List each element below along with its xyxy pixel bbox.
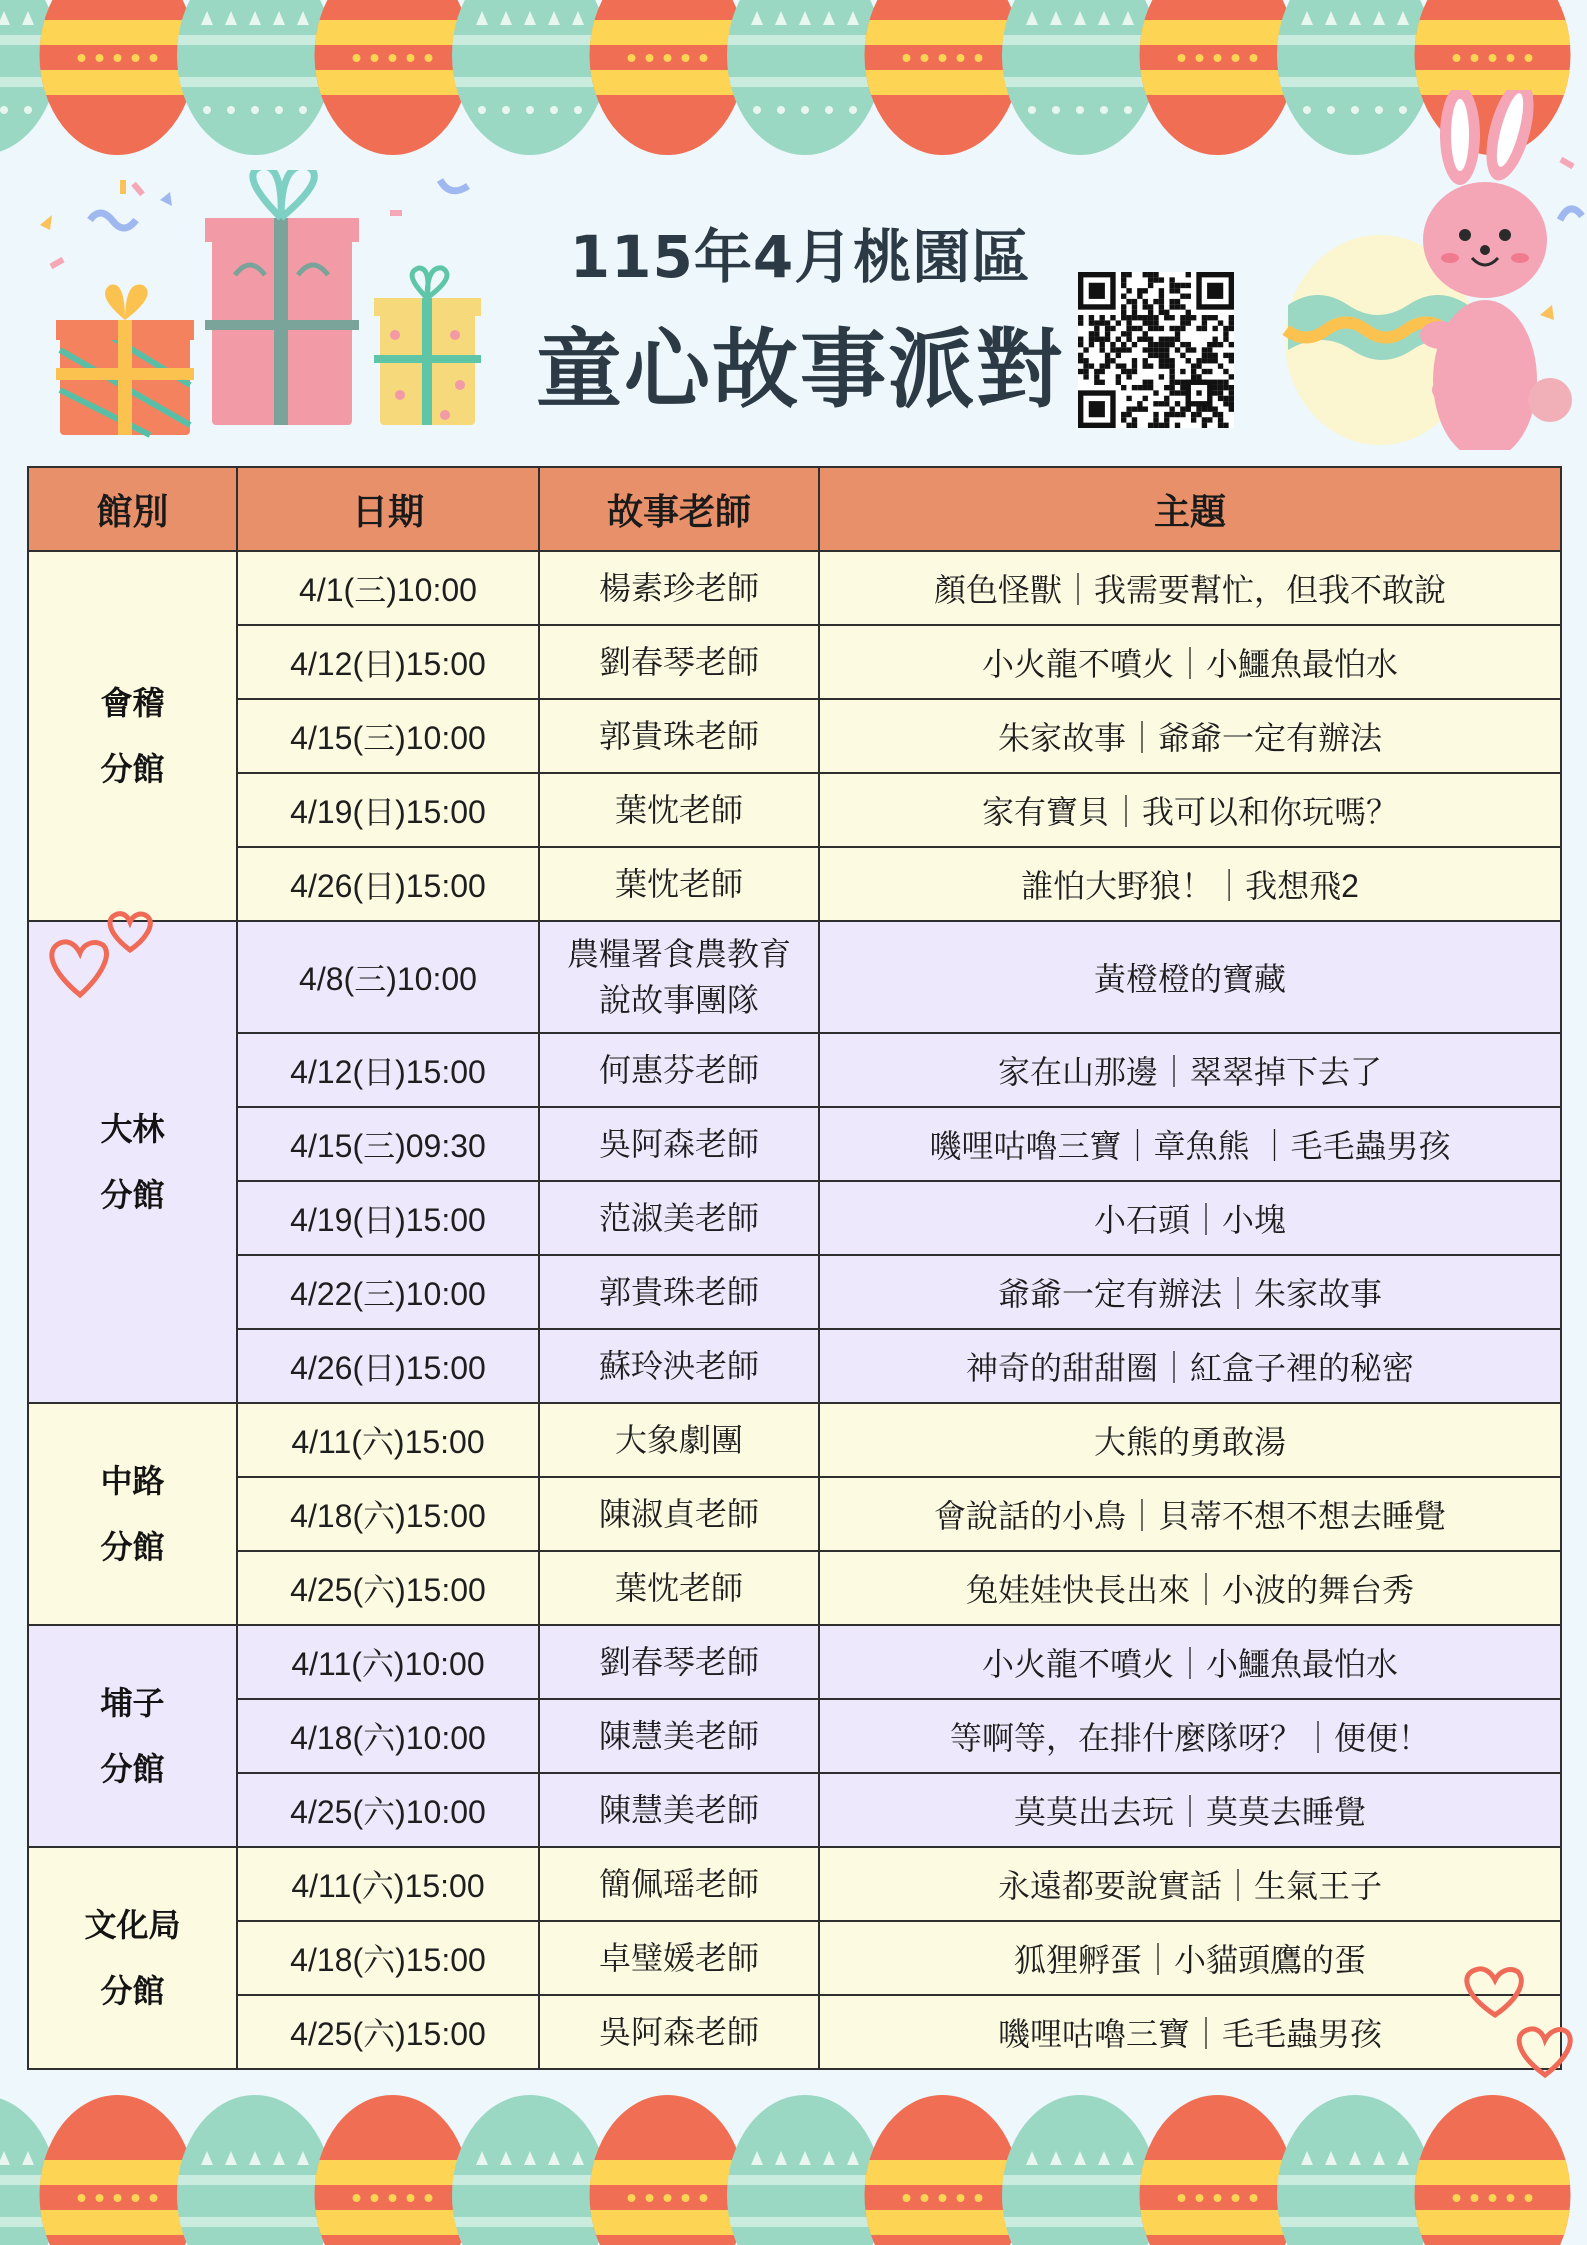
branch-label: 分館: [100, 1176, 165, 1214]
easter-egg: [175, 0, 335, 155]
teacher-cell: 楊素珍老師: [539, 551, 819, 625]
branch-cell-huiji: [28, 551, 237, 921]
topic-cell: 黃橙橙的寶藏: [819, 921, 1561, 1033]
teacher-cell: 陳慧美老師: [539, 1773, 819, 1847]
branch-label: 分館: [100, 1972, 165, 2010]
date-cell: 4/12(日)15:00: [237, 625, 539, 699]
branch-label: 分館: [100, 750, 165, 788]
date-cell: 4/22(三)10:00: [237, 1255, 539, 1329]
date-cell: 4/12(日)15:00: [237, 1033, 539, 1107]
table-header-row: [28, 467, 1561, 551]
heart-icon: [45, 895, 165, 1005]
topic-cell: 兔娃娃快長出來｜小波的舞台秀: [819, 1551, 1561, 1625]
topic-cell: 狐狸孵蛋｜小貓頭鷹的蛋: [819, 1921, 1561, 1995]
easter-egg-icon: [0, 2085, 1587, 2245]
table-row: [28, 625, 1561, 699]
easter-egg: [725, 0, 885, 155]
table-row: [28, 1329, 1561, 1403]
date-cell: 4/15(三)10:00: [237, 699, 539, 773]
table-row: [28, 699, 1561, 773]
branch-label: 中路: [100, 1462, 165, 1500]
date-cell: 4/19(日)15:00: [237, 1181, 539, 1255]
teacher-cell: 葉忱老師: [539, 773, 819, 847]
topic-cell: 莫莫出去玩｜莫莫去睡覺: [819, 1773, 1561, 1847]
teacher-cell: 范淑美老師: [539, 1181, 819, 1255]
teacher-cell: 劉春琴老師: [539, 1625, 819, 1699]
teacher-cell: 陳慧美老師: [539, 1699, 819, 1773]
table-row: [28, 847, 1561, 921]
branch-label: 分館: [100, 1750, 165, 1788]
topic-cell: 神奇的甜甜圈｜紅盒子裡的秘密: [819, 1329, 1561, 1403]
teacher-cell: 簡佩瑶老師: [539, 1847, 819, 1921]
easter-egg: [313, 0, 473, 155]
table-row: [28, 1995, 1561, 2069]
easter-egg: [1275, 2095, 1435, 2245]
table-row: [28, 1773, 1561, 1847]
branch-label: 大林: [100, 1110, 165, 1148]
branch-label: 分館: [100, 1528, 165, 1566]
date-cell: 4/18(六)15:00: [237, 1477, 539, 1551]
branch-cell-culture: [28, 1847, 237, 2069]
topic-cell: 家在山那邊｜翠翠掉下去了: [819, 1033, 1561, 1107]
teacher-cell: 吳阿森老師: [539, 1107, 819, 1181]
teacher-line: 農糧署食農教育: [566, 936, 791, 972]
date-cell: 4/26(日)15:00: [237, 1329, 539, 1403]
table-row: [28, 1699, 1561, 1773]
date-cell: 4/18(六)15:00: [237, 1921, 539, 1995]
topic-cell: 小火龍不噴火｜小鱷魚最怕水: [819, 1625, 1561, 1699]
date-cell: 4/25(六)10:00: [237, 1773, 539, 1847]
teacher-cell: 蘇玲泱老師: [539, 1329, 819, 1403]
date-cell: 4/11(六)10:00: [237, 1625, 539, 1699]
teacher-cell: 卓璧媛老師: [539, 1921, 819, 1995]
title-line1: 115年4月桃園區: [569, 223, 1031, 291]
topic-cell: 朱家故事｜爺爺一定有辦法: [819, 699, 1561, 773]
easter-egg: [450, 2095, 610, 2245]
date-cell: 4/11(六)15:00: [237, 1403, 539, 1477]
easter-egg: [863, 0, 1023, 155]
branch-label: 會稽: [100, 684, 165, 722]
table-row: [28, 1625, 1561, 1699]
easter-egg: [313, 2095, 473, 2245]
topic-cell: 小火龍不噴火｜小鱷魚最怕水: [819, 625, 1561, 699]
topic-cell: 嘰哩咕嚕三寶｜章魚熊 ｜毛毛蟲男孩: [819, 1107, 1561, 1181]
teacher-line: 說故事團隊: [598, 982, 759, 1018]
table-row: [28, 773, 1561, 847]
date-cell: 4/1(三)10:00: [237, 551, 539, 625]
qr-code-icon[interactable]: [1078, 272, 1234, 428]
schedule-table: [27, 466, 1562, 2070]
easter-egg: [450, 0, 610, 155]
easter-egg: [1000, 0, 1160, 155]
teacher-cell: [539, 921, 819, 1033]
heart-icon: [1455, 1960, 1587, 2085]
easter-egg: [175, 2095, 335, 2245]
table-row: [28, 1107, 1561, 1181]
branch-cell-zhonglu: [28, 1403, 237, 1625]
topic-cell: 顏色怪獸｜我需要幫忙，但我不敢說: [819, 551, 1561, 625]
date-cell: 4/26(日)15:00: [237, 847, 539, 921]
topic-cell: 爺爺一定有辦法｜朱家故事: [819, 1255, 1561, 1329]
teacher-cell: 葉忱老師: [539, 1551, 819, 1625]
table-row: [28, 1255, 1561, 1329]
bunny-icon: [1260, 90, 1587, 450]
date-cell: 4/25(六)15:00: [237, 1551, 539, 1625]
table-row: [28, 1551, 1561, 1625]
branch-label: 埔子: [100, 1684, 165, 1722]
topic-cell: 大熊的勇敢湯: [819, 1403, 1561, 1477]
date-cell: 4/18(六)10:00: [237, 1699, 539, 1773]
table-row: [28, 1033, 1561, 1107]
date-cell: 4/11(六)15:00: [237, 1847, 539, 1921]
topic-cell: 等啊等，在排什麼隊呀？｜便便！: [819, 1699, 1561, 1773]
easter-egg: [1413, 2095, 1573, 2245]
teacher-cell: 劉春琴老師: [539, 625, 819, 699]
easter-egg: [1000, 2095, 1160, 2245]
bottom-egg-border: [0, 2085, 1587, 2245]
header-date: 日期: [237, 467, 539, 551]
topic-cell: 家有寶貝｜我可以和你玩嗎？: [819, 773, 1561, 847]
table-row: [28, 1477, 1561, 1551]
teacher-cell: 郭貴珠老師: [539, 699, 819, 773]
date-cell: 4/8(三)10:00: [237, 921, 539, 1033]
teacher-cell: 何惠芬老師: [539, 1033, 819, 1107]
branch-label: 文化局: [84, 1906, 181, 1944]
easter-egg: [863, 2095, 1023, 2245]
table-row: [28, 1921, 1561, 1995]
branch-cell-buzi: [28, 1625, 237, 1847]
table-row: [28, 921, 1561, 1033]
easter-egg: [1138, 2095, 1298, 2245]
table-row: [28, 1181, 1561, 1255]
teacher-cell: 陳淑貞老師: [539, 1477, 819, 1551]
easter-egg: [588, 0, 748, 155]
date-cell: 4/15(三)09:30: [237, 1107, 539, 1181]
gift-box-icon: [40, 170, 500, 450]
topic-cell: 小石頭｜小塊: [819, 1181, 1561, 1255]
topic-cell: 永遠都要說實話｜生氣王子: [819, 1847, 1561, 1921]
teacher-cell: 葉忱老師: [539, 847, 819, 921]
easter-egg: [725, 2095, 885, 2245]
table-row: [28, 1847, 1561, 1921]
title-block: [520, 210, 1080, 424]
table-row: [28, 1403, 1561, 1477]
teacher-cell: 吳阿森老師: [539, 1995, 819, 2069]
teacher-cell: 郭貴珠老師: [539, 1255, 819, 1329]
topic-cell: 會說話的小鳥｜貝蒂不想不想去睡覺: [819, 1477, 1561, 1551]
date-cell: 4/19(日)15:00: [237, 773, 539, 847]
title-line2: 童心故事派對: [536, 320, 1064, 420]
date-cell: 4/25(六)15:00: [237, 1995, 539, 2069]
header-teacher: 故事老師: [539, 467, 819, 551]
topic-cell: 誰怕大野狼！｜我想飛2: [819, 847, 1561, 921]
easter-egg: [38, 2095, 198, 2245]
topic-cell: 嘰哩咕嚕三寶｜毛毛蟲男孩: [819, 1995, 1561, 2069]
header-branch: 館別: [28, 467, 237, 551]
table-row: [28, 551, 1561, 625]
header-topic: 主題: [819, 467, 1561, 551]
teacher-cell: 大象劇團: [539, 1403, 819, 1477]
easter-egg: [588, 2095, 748, 2245]
easter-egg: [38, 0, 198, 155]
